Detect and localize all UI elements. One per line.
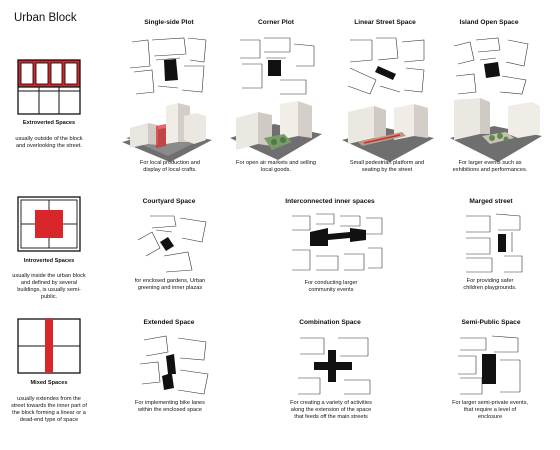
semi-public-space-plan bbox=[456, 334, 522, 396]
mixed-desc: usually extendes from the street towards the inner part of the block forming a linear or a dead-end type of space bbox=[11, 396, 87, 423]
caption-island-open-space: For larger events such as exhibitions and performances. bbox=[452, 160, 528, 173]
heading-linear-street-space: Linear Street Space bbox=[354, 19, 416, 26]
introverted-title: Introverted Spaces bbox=[23, 258, 75, 264]
heading-marged-street: Marged street bbox=[469, 198, 513, 205]
corner-plot-render bbox=[228, 98, 324, 164]
single-side-plot-render bbox=[118, 98, 214, 164]
caption-single-side-plot: For local production and display of local crafts. bbox=[139, 160, 200, 173]
marged-street-plan bbox=[462, 212, 524, 274]
heading-semi-public-space: Semi-Public Space bbox=[461, 319, 521, 326]
single-side-plot-plan bbox=[128, 36, 208, 96]
introverted-block-diagram bbox=[18, 197, 80, 251]
combination-space-plan bbox=[294, 334, 374, 396]
caption-extended-space: For implementing bike lanes within the enclosed space bbox=[135, 400, 205, 413]
interconnected-inner-spaces-plan bbox=[288, 212, 384, 274]
extended-space-plan bbox=[138, 334, 214, 396]
caption-semi-public-space: For larger semi-private events, that require a level of enclosure bbox=[452, 400, 528, 420]
heading-combination-space: Combination Space bbox=[299, 319, 361, 326]
caption-interconnected-inner-spaces: For conducting larger community events bbox=[304, 280, 358, 293]
caption-marged-street: For providing safer children playgrounds. bbox=[463, 278, 517, 291]
heading-courtyard-space: Courtyard Space bbox=[142, 198, 196, 205]
extroverted-desc: usually outside of the block and overlooking the street. bbox=[15, 136, 83, 149]
mixed-block-diagram bbox=[18, 319, 80, 373]
introverted-desc: usually inside the urban block and defined by several buildings, is usually semi-public. bbox=[12, 273, 86, 300]
island-open-space-plan bbox=[452, 36, 532, 96]
page-title: Urban Block bbox=[14, 12, 77, 24]
linear-street-space-render bbox=[340, 98, 436, 164]
heading-corner-plot: Corner Plot bbox=[258, 19, 294, 26]
extroverted-block-diagram bbox=[18, 60, 80, 114]
heading-interconnected-inner-spaces: Interconnected inner spaces bbox=[285, 198, 375, 205]
caption-courtyard-space: for enclosed gardens, Urban greening and inner plazas bbox=[134, 278, 206, 291]
caption-corner-plot: For open air markets and selling local goods. bbox=[236, 160, 316, 173]
extroverted-title: Extroverted Spaces bbox=[22, 120, 76, 126]
corner-plot-plan bbox=[236, 36, 316, 96]
heading-island-open-space: Island Open Space bbox=[459, 19, 519, 26]
courtyard-space-plan bbox=[136, 212, 212, 274]
mixed-title: Mixed Spaces bbox=[30, 380, 68, 386]
caption-linear-street-space: Small pedestrian platform and seating by the street bbox=[349, 160, 425, 173]
island-open-space-render bbox=[448, 98, 544, 164]
linear-street-space-plan bbox=[346, 36, 426, 96]
heading-single-side-plot: Single-side Plot bbox=[144, 19, 194, 26]
heading-extended-space: Extended Space bbox=[143, 319, 195, 326]
caption-combination-space: For creating a variety of activities along the extension of the space that feeds off the main streets bbox=[290, 400, 372, 420]
